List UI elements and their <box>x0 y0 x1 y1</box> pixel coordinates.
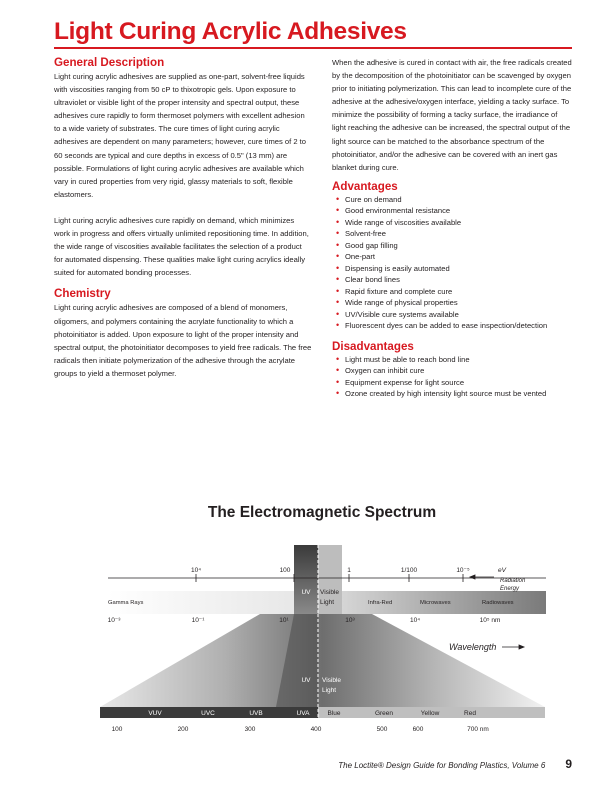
chemistry-heading: Chemistry <box>54 287 111 301</box>
nm-tick: 600 <box>412 726 424 733</box>
advantages-heading: Advantages <box>332 179 398 193</box>
nm-tick: 700 nm <box>467 726 489 733</box>
bullet-icon: • <box>336 308 340 319</box>
bullet-icon: • <box>336 376 340 387</box>
region-uv: UV <box>301 589 311 596</box>
nm-tick: 100 <box>111 726 123 733</box>
spectrum-title: The Electromagnetic Spectrum <box>207 504 437 521</box>
advantages-item-text: Solvent-free <box>345 229 386 239</box>
wavelength-tick: 10⁵ nm <box>479 617 501 624</box>
energy-label-line1: Radiation <box>500 578 526 584</box>
footer <box>54 757 572 771</box>
energy-tick: 10⁻⁵ <box>456 567 470 574</box>
band-label: Yellow <box>420 710 440 717</box>
chemistry-paragraph: Light curing acrylic adhesives are composed of a blend of monomers, oligomers, and polymers containing the acrylate functionality to which a photoinitiator is added. Upon exposure to light of the proper intensity and spectral output, the photoinitiator decomposes to yield free radicals. The free radicals then initiate polymerization of the adhesive through the acrylate groups to yield a thermoset polymer. <box>54 303 312 378</box>
band-label: UVC <box>201 710 215 717</box>
general-description-paragraph-1: Light curing acrylic adhesives are supplied as one-part, solvent-free liquids with viscosities ranging from 50 cP to thixotropic gels. Upon exposure to ultraviolet or visible light of the proper intensity and spectral output, these adhesives cure rapidly to form thermoset polymers with excellent adhesion to a wide variety of substrates. The cure times of light curing acrylic adhesives are dependent on many parameters; however, cure times of 2 to 60 seconds are typical and cure depths in excess of 0.5" (13 mm) are possible. Formulations of light curing acrylic adhesives are available which vary in cured properties from very rigid, glassy materials to soft, flexible elastomers. <box>54 72 307 199</box>
advantages-item-text: Good environmental resistance <box>345 206 451 216</box>
wavelength-tick: 10¹ <box>279 617 289 624</box>
band-label: Blue <box>327 710 341 717</box>
bullet-icon: • <box>336 239 340 250</box>
nm-tick: 300 <box>244 726 256 733</box>
uv-column <box>294 545 318 614</box>
bullet-icon: • <box>336 262 340 273</box>
advantages-item-text: Fluorescent dyes can be added to ease inspection/detection <box>345 321 548 331</box>
bullet-icon: • <box>336 285 340 296</box>
advantages-item-text: Rapid fixture and complete cure <box>345 286 453 296</box>
wavelength-tick: 10³ <box>345 617 355 624</box>
energy-tick: 1/100 <box>400 567 418 574</box>
nm-tick: 500 <box>376 726 388 733</box>
disadvantages-item-text: Ozone created by high intensity light source must be vented <box>345 389 547 399</box>
band-label: UVA <box>296 710 310 717</box>
advantages-item-text: Cure on demand <box>345 194 402 204</box>
bullet-icon: • <box>336 251 340 262</box>
bullet-icon: • <box>336 365 340 376</box>
bullet-icon: • <box>336 228 340 239</box>
footer-text: The Loctite® Design Guide for Bonding Plastics, Volume 6 <box>338 761 546 770</box>
advantages-item-text: One-part <box>345 252 375 262</box>
disadvantages-item-text: Light must be able to reach bond line <box>345 354 470 364</box>
zoom-uv-label: UV <box>301 677 311 684</box>
wavelength-tick: 10⁴ <box>409 617 421 624</box>
nm-tick: 200 <box>177 726 189 733</box>
bullet-icon: • <box>336 216 340 227</box>
page-title: Light Curing Acrylic Adhesives <box>54 18 407 45</box>
advantages-item-text: UV/Visible cure systems available <box>345 309 459 319</box>
bullet-icon: • <box>336 297 340 308</box>
advantages-item-text: Wide range of viscosities available <box>345 217 462 227</box>
bullet-icon: • <box>336 320 340 331</box>
bullet-icon: • <box>336 205 340 216</box>
region-microwaves: Microwaves <box>420 600 451 606</box>
band-label: VUV <box>148 710 162 717</box>
band-label: UVB <box>249 710 263 717</box>
wavelength-arrow <box>502 645 524 649</box>
bullet-icon: • <box>336 353 340 364</box>
band-label: Green <box>374 710 394 717</box>
region-infrared: Infra-Red <box>368 600 393 606</box>
page-number: 9 <box>565 757 572 771</box>
general-description-heading: General Description <box>54 56 165 69</box>
energy-label-line2: Energy <box>500 586 520 592</box>
energy-arrow <box>470 575 494 579</box>
energy-tick: 100 <box>279 567 291 574</box>
energy-tick: 1 <box>347 567 351 574</box>
bullet-icon: • <box>336 388 340 399</box>
nm-tick: 400 <box>310 726 322 733</box>
region-gamma: Gamma Rays <box>108 600 144 606</box>
advantages-item-text: Good gap filling <box>345 240 398 250</box>
advantages-item-text: Clear bond lines <box>345 275 400 285</box>
energy-unit: eV <box>498 567 506 574</box>
advantages-item-text: Dispensing is easily automated <box>345 263 450 273</box>
disadvantages-item-text: Equipment expense for light source <box>345 377 465 387</box>
zoom-visible-line1: Visible <box>322 677 342 684</box>
advantages-item-text: Wide range of physical properties <box>345 298 458 308</box>
disadvantages-heading: Disadvantages <box>332 339 414 353</box>
wavelength-tick: 10⁻¹ <box>191 617 205 624</box>
region-radiowaves: Radiowaves <box>482 600 514 606</box>
disadvantages-item-text: Oxygen can inhibit cure <box>345 366 425 376</box>
bullet-icon: • <box>336 193 340 204</box>
region-visible-line2: Light <box>320 599 335 606</box>
zoom-visible-line2: Light <box>322 687 337 694</box>
region-visible-line1: Visible <box>320 589 340 596</box>
bullet-icon: • <box>336 274 340 285</box>
wavelength-tick: 10⁻³ <box>107 617 121 624</box>
general-description-paragraph-2: Light curing acrylic adhesives cure rapidly on demand, which minimizes work in progress and offers virtually unlimited repositioning time. In addition, the wide range of viscosities available facilitates the selection of a product for automated dispensing. These qualities make light curing acrylics ideally suited for automated bonding processes. <box>54 215 309 278</box>
energy-tick: 10⁴ <box>190 567 202 574</box>
oxygen-inhibition-paragraph: When the adhesive is cured in contact with air, the free radicals created by the decomposition of the photoinitiator can be scavenged by oxygen prior to initiating polymerization. This can lead to incomplete cure of the adhesive at the adhesive/oxygen interface, yielding a tacky surface. To minimize the possibility of forming a tacky surface, the irradiance of light reaching the adhesive can be increased, the spectral output of the light source can be matched to the absorbance spectrum of the photoinitiator, and/or the adhesive can be covered with an inert gas blanket during cure. <box>332 58 572 172</box>
band-label: Red <box>464 710 476 717</box>
wavelength-label: Wavelength <box>449 642 497 652</box>
